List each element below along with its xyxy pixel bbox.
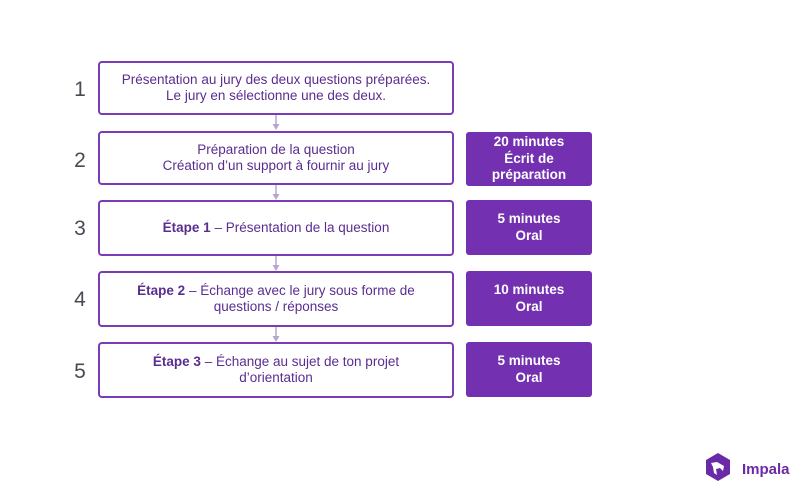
step-5-line-1: [153, 354, 399, 371]
step-2-line-1-text: Préparation de la question: [197, 141, 355, 157]
duration-badge-3: [466, 200, 592, 255]
badge-5-line-1: 5 minutes: [497, 353, 561, 368]
duration-badge-4: [466, 271, 592, 326]
step-1-line-1-text: Présentation au jury des deux questions préparées.: [121, 71, 431, 87]
step-box-2: [98, 131, 454, 185]
step-2-line-2-text: Création d’un support à fournir au jury: [162, 158, 390, 173]
badge-2-line-1: 20 minutes: [493, 134, 565, 150]
badge-3-line-1: 5 minutes: [497, 211, 561, 226]
badge-2-line-3: préparation: [491, 167, 567, 183]
step-number-3: 3: [74, 217, 86, 240]
badge-2-line-2: Écrit de: [504, 150, 554, 166]
connector-3-4: [274, 256, 278, 271]
step-1-line-2-text: Le jury en sélectionne une des deux.: [166, 88, 386, 103]
connector-2-3: [274, 185, 278, 200]
step-2-line-1: [197, 142, 355, 159]
step-3-line-1-text: – Présentation de la question: [210, 219, 390, 235]
badge-4-line-1: 10 minutes: [493, 282, 565, 297]
duration-badge-2: [466, 132, 592, 186]
step-1-line-2: [166, 88, 386, 105]
step-box-3: [98, 200, 454, 256]
step-3-line-1-bold: Étape 1: [162, 219, 211, 235]
step-box-4: [98, 271, 454, 327]
step-5-line-2-text: d’orientation: [239, 370, 313, 385]
step-5-line-1-bold: Étape 3: [152, 353, 201, 369]
step-4-line-1-text: – Échange avec le jury sous forme de: [185, 282, 415, 298]
step-number-2: 2: [74, 149, 86, 172]
impala-logo-icon: [702, 451, 734, 488]
step-2-line-2: [163, 158, 390, 175]
step-4-line-2: [214, 299, 339, 316]
step-number-4: 4: [74, 288, 86, 311]
connector-1-2: [274, 115, 278, 130]
step-3-line-1: [163, 220, 390, 237]
step-number-5: 5: [74, 360, 86, 383]
step-number-1: 1: [74, 78, 86, 101]
step-box-5: [98, 342, 454, 398]
badge-3-line-2: Oral: [515, 227, 543, 243]
connector-4-5: [274, 327, 278, 342]
step-4-line-2-text: questions / réponses: [213, 299, 339, 314]
step-4-line-1: [137, 283, 415, 300]
step-box-1: [98, 61, 454, 115]
step-1-line-1: [122, 72, 430, 89]
step-5-line-1-text: – Échange au sujet de ton projet: [200, 353, 400, 369]
duration-badge-5: [466, 342, 592, 397]
badge-5-line-2: Oral: [515, 369, 543, 385]
badge-4-line-2: Oral: [515, 298, 543, 314]
impala-logo: [702, 451, 790, 488]
step-5-line-2: [239, 370, 313, 387]
logo-text: Impala: [742, 461, 790, 478]
step-4-line-1-bold: Étape 2: [137, 282, 186, 298]
